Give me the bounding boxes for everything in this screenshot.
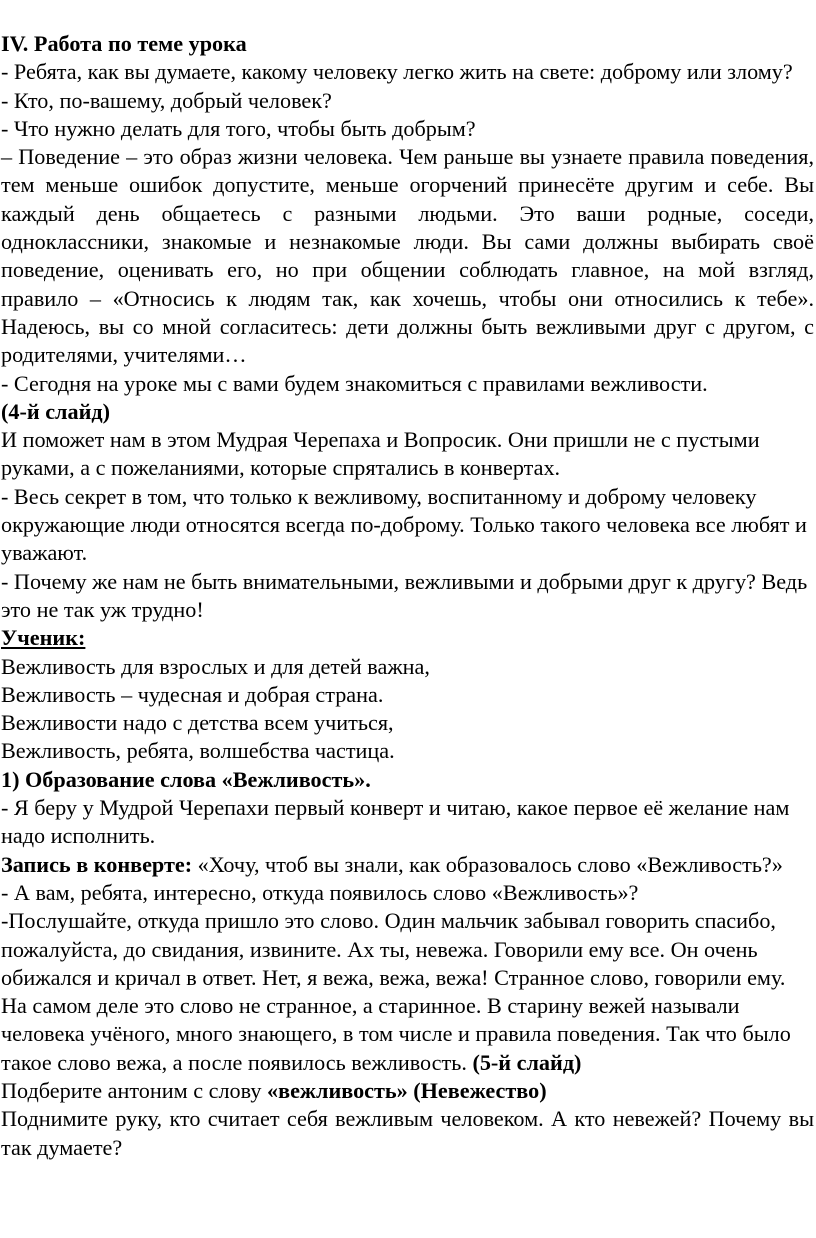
paragraph-why: - Почему же нам не быть внимательными, вежливыми и добрыми друг к другу? Ведь это не так уж трудно!: [1, 568, 808, 622]
question-how-to-be-kind: - Что нужно делать для того, чтобы быть добрым?: [1, 115, 476, 141]
paragraph-secret: - Весь секрет в том, что только к вежливому, воспитанному и доброму человеку окружающие люди относятся всегда по-доброму. Только такого человека все любят и уважают.: [1, 483, 807, 566]
paragraph-envelope-take: - Я беру у Мудрой Черепахи первый конверт и читаю, какое первое её желание нам надо исполнить.: [1, 795, 790, 849]
section-heading: IV. Работа по теме урока: [1, 31, 247, 56]
slide-4-label: (4-й слайд): [1, 398, 110, 424]
paragraph-story: [1, 907, 814, 1077]
poem-line: Вежливость для взрослых и для детей важна,: [1, 653, 430, 679]
poem-line: Вежливости надо с детства всем учиться,: [1, 710, 394, 736]
section-1-title: 1) Образование слова «Вежливость».: [1, 766, 371, 792]
paragraph-antonym: [1, 1077, 814, 1105]
paragraph-helpers: И поможет нам в этом Мудрая Черепаха и Вопросик. Они пришли не с пустыми руками, а с пожеланиями, которые спрятались в конвертах.: [1, 427, 760, 481]
question-good-or-evil: - Ребята, как вы думаете, какому человеку легко жить на свете: доброму или злому?: [1, 59, 793, 85]
slide-5-label: (5-й слайд): [472, 1049, 582, 1075]
question-kind-person: - Кто, по-вашему, добрый человек?: [1, 87, 332, 113]
paragraph-envelope-record: [1, 851, 814, 879]
envelope-text: «Хочу, чтоб вы знали, как образовалось слово «Вежливость?»: [192, 851, 783, 877]
student-label: Ученик:: [1, 625, 86, 651]
paragraph-last: Поднимите руку, кто считает себя вежливым человеком. А кто невежей? Почему вы так думаете?: [1, 1106, 814, 1160]
paragraph-behavior: – Поведение – это образ жизни человека. Чем раньше вы узнаете правила поведения, тем меньше ошибок допустите, меньше огорчений принесёте другим и себе. Вы каждый день общаетесь с разными людьми. Это ваши родные, соседи, одноклассники, знакомые и незнакомые люди. Вы сами должны выбирать своё поведение, оценивать его, но при общении соблюдать главное, на мой взгляд, правило – «Относись к людям так, как хочешь, чтобы они относились к тебе». Надеюсь, вы со мной согласитесь: дети должны быть вежливыми друг с другом, с родителями, учителями…: [1, 144, 814, 368]
envelope-label: Запись в конверте:: [1, 851, 193, 877]
poem-line: Вежливость, ребята, волшебства частица.: [1, 738, 395, 764]
antonym-bold: «вежливость» (Невежество): [267, 1077, 547, 1103]
story-text: -Послушайте, откуда пришло это слово. Один мальчик забывал говорить спасибо, пожалуйста, до свидания, извините. Ах ты, невежа. Говорили ему все. Он очень обижался и кричал в ответ. Нет, я вежа, вежа, вежа! Странное слово, говорили ему. На самом деле это слово не странное, а старинное. В старину вежей называли человека учёного, много знающего, в том числе и правила поведения. Так что было такое слово вежа, а после появилось вежливость.: [1, 908, 791, 1075]
poem-line: Вежливость – чудесная и добрая страна.: [1, 681, 384, 707]
antonym-text: Подберите антоним с слову: [1, 1077, 267, 1103]
paragraph-today: - Сегодня на уроке мы с вами будем знакомиться с правилами вежливости.: [1, 370, 708, 396]
paragraph-interest: - А вам, ребята, интересно, откуда появилось слово «Вежливость»?: [1, 879, 639, 905]
